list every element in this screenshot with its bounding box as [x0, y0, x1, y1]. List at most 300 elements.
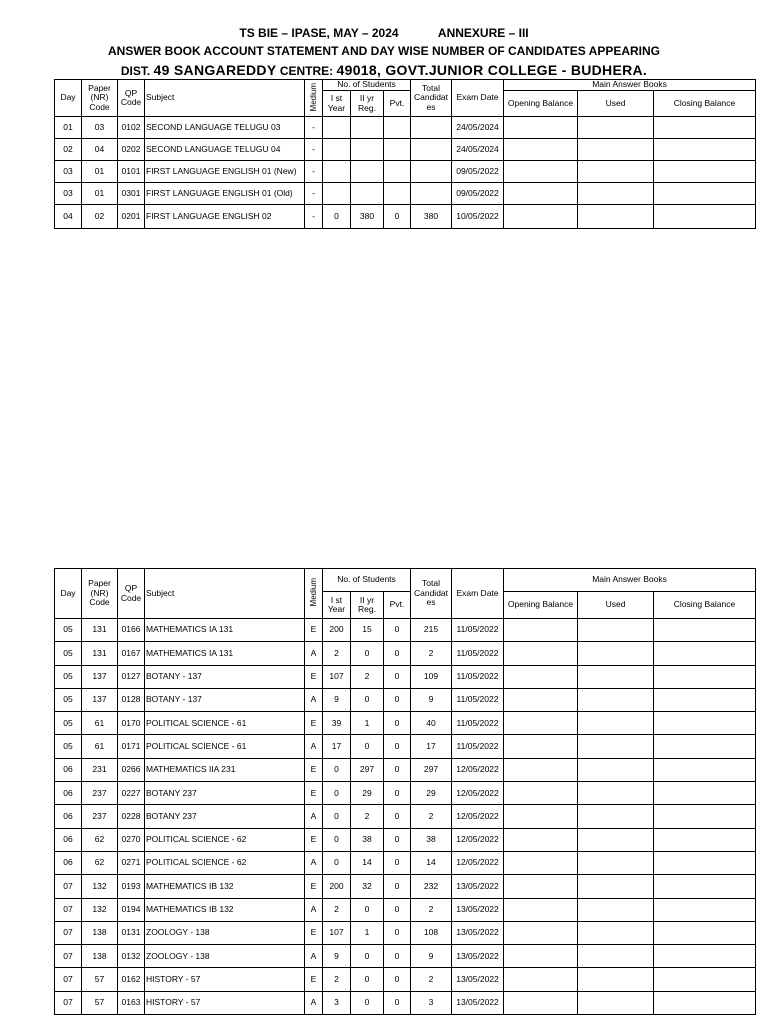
cell-paper-code: 01 [82, 183, 118, 205]
cell-first-year: 200 [323, 875, 351, 898]
cell-closing [654, 782, 756, 805]
cell-qp-code: 0171 [118, 735, 145, 758]
cell-second-year [351, 139, 384, 161]
cell-medium: A [305, 688, 323, 711]
cell-pvt [384, 161, 411, 183]
col-exam-date: Exam Date [452, 569, 504, 619]
cell-closing [654, 619, 756, 642]
cell-pvt: 0 [384, 712, 411, 735]
cell-paper-code: 62 [82, 851, 118, 874]
cell-total: 2 [411, 805, 452, 828]
cell-exam-date: 13/05/2022 [452, 945, 504, 968]
answer-book-table-1 [54, 79, 756, 229]
col-used: Used [578, 592, 654, 619]
dist-label: DIST. [120, 64, 151, 78]
cell-closing [654, 735, 756, 758]
cell-second-year: 0 [351, 991, 384, 1014]
cell-first-year: 9 [323, 945, 351, 968]
cell-total: 3 [411, 991, 452, 1014]
cell-second-year: 32 [351, 875, 384, 898]
table-row [55, 782, 756, 805]
cell-day: 04 [55, 205, 82, 229]
cell-first-year: 2 [323, 898, 351, 921]
cell-paper-code: 02 [82, 205, 118, 229]
cell-medium: E [305, 782, 323, 805]
col-second-year: II yr Reg. [351, 91, 384, 117]
cell-used [578, 828, 654, 851]
cell-pvt: 0 [384, 828, 411, 851]
cell-total [411, 183, 452, 205]
dist-value: 49 SANGAREDDY [153, 62, 277, 78]
cell-day: 06 [55, 828, 82, 851]
cell-medium: E [305, 828, 323, 851]
cell-pvt: 0 [384, 642, 411, 665]
table-row [55, 183, 756, 205]
cell-opening [504, 161, 578, 183]
cell-exam-date: 11/05/2022 [452, 688, 504, 711]
cell-exam-date: 09/05/2022 [452, 183, 504, 205]
cell-first-year: 0 [323, 758, 351, 781]
cell-closing [654, 875, 756, 898]
cell-paper-code: 131 [82, 619, 118, 642]
col-students-group: No. of Students [323, 80, 411, 91]
cell-opening [504, 968, 578, 991]
cell-used [578, 851, 654, 874]
cell-paper-code: 231 [82, 758, 118, 781]
cell-medium: A [305, 805, 323, 828]
cell-qp-code: 0170 [118, 712, 145, 735]
cell-total: 29 [411, 782, 452, 805]
cell-pvt: 0 [384, 688, 411, 711]
cell-pvt: 0 [384, 758, 411, 781]
col-opening: Opening Balance [504, 91, 578, 117]
cell-used [578, 898, 654, 921]
cell-second-year: 0 [351, 735, 384, 758]
cell-pvt: 0 [384, 782, 411, 805]
cell-pvt: 0 [384, 921, 411, 944]
cell-exam-date: 11/05/2022 [452, 712, 504, 735]
cell-paper-code: 137 [82, 688, 118, 711]
col-subject: Subject [145, 80, 305, 117]
cell-opening [504, 735, 578, 758]
col-closing: Closing Balance [654, 592, 756, 619]
cell-closing [654, 642, 756, 665]
cell-subject: MATHEMATICS IIA 231 [145, 758, 305, 781]
cell-total: 2 [411, 642, 452, 665]
cell-first-year: 0 [323, 205, 351, 229]
cell-day: 07 [55, 968, 82, 991]
cell-day: 07 [55, 991, 82, 1014]
col-subject: Subject [145, 569, 305, 619]
col-pvt: Pvt. [384, 91, 411, 117]
annexure-label: ANNEXURE – III [437, 26, 529, 40]
cell-used [578, 688, 654, 711]
cell-paper-code: 138 [82, 945, 118, 968]
cell-subject: SECOND LANGUAGE TELUGU 04 [145, 139, 305, 161]
cell-subject: HISTORY - 57 [145, 968, 305, 991]
cell-medium: A [305, 945, 323, 968]
cell-second-year: 1 [351, 921, 384, 944]
cell-total: 2 [411, 968, 452, 991]
cell-subject: POLITICAL SCIENCE - 62 [145, 828, 305, 851]
cell-closing [654, 805, 756, 828]
cell-exam-date: 12/05/2022 [452, 782, 504, 805]
col-total: Total Candidat es [411, 569, 452, 619]
cell-first-year: 39 [323, 712, 351, 735]
cell-second-year [351, 161, 384, 183]
cell-exam-date: 13/05/2022 [452, 898, 504, 921]
cell-opening [504, 758, 578, 781]
cell-medium: A [305, 642, 323, 665]
cell-total [411, 161, 452, 183]
cell-paper-code: 138 [82, 921, 118, 944]
cell-first-year: 0 [323, 805, 351, 828]
cell-closing [654, 183, 756, 205]
cell-day: 07 [55, 875, 82, 898]
cell-paper-code: 04 [82, 139, 118, 161]
cell-qp-code: 0201 [118, 205, 145, 229]
cell-qp-code: 0228 [118, 805, 145, 828]
cell-second-year: 0 [351, 945, 384, 968]
table-row [55, 735, 756, 758]
cell-used [578, 665, 654, 688]
cell-opening [504, 183, 578, 205]
cell-subject: SECOND LANGUAGE TELUGU 03 [145, 117, 305, 139]
cell-second-year: 0 [351, 688, 384, 711]
cell-day: 05 [55, 688, 82, 711]
cell-first-year: 9 [323, 688, 351, 711]
cell-qp-code: 0202 [118, 139, 145, 161]
cell-day: 05 [55, 642, 82, 665]
cell-day: 06 [55, 805, 82, 828]
cell-second-year: 2 [351, 805, 384, 828]
cell-pvt: 0 [384, 665, 411, 688]
cell-second-year: 297 [351, 758, 384, 781]
cell-exam-date: 11/05/2022 [452, 619, 504, 642]
cell-subject: POLITICAL SCIENCE - 62 [145, 851, 305, 874]
cell-medium: A [305, 991, 323, 1014]
col-pvt: Pvt. [384, 592, 411, 619]
cell-exam-date: 11/05/2022 [452, 735, 504, 758]
table-row [55, 688, 756, 711]
cell-exam-date: 13/05/2022 [452, 968, 504, 991]
cell-medium: - [305, 139, 323, 161]
cell-opening [504, 782, 578, 805]
cell-medium: E [305, 619, 323, 642]
table-row [55, 619, 756, 642]
cell-second-year: 14 [351, 851, 384, 874]
cell-exam-date: 10/05/2022 [452, 205, 504, 229]
cell-used [578, 782, 654, 805]
col-first-year: I st Year [323, 91, 351, 117]
cell-paper-code: 132 [82, 898, 118, 921]
cell-used [578, 735, 654, 758]
cell-exam-date: 12/05/2022 [452, 851, 504, 874]
table-row [55, 991, 756, 1014]
cell-opening [504, 619, 578, 642]
cell-subject: POLITICAL SCIENCE - 61 [145, 712, 305, 735]
cell-second-year: 1 [351, 712, 384, 735]
table-row [55, 117, 756, 139]
cell-second-year: 38 [351, 828, 384, 851]
cell-paper-code: 01 [82, 161, 118, 183]
cell-paper-code: 61 [82, 712, 118, 735]
cell-subject: MATHEMATICS IB 132 [145, 875, 305, 898]
table-row [55, 642, 756, 665]
cell-first-year [323, 183, 351, 205]
cell-first-year [323, 161, 351, 183]
cell-exam-date: 24/05/2024 [452, 117, 504, 139]
cell-first-year: 107 [323, 921, 351, 944]
cell-qp-code: 0193 [118, 875, 145, 898]
table-row [55, 851, 756, 874]
cell-closing [654, 117, 756, 139]
cell-second-year: 2 [351, 665, 384, 688]
cell-qp-code: 0102 [118, 117, 145, 139]
cell-used [578, 117, 654, 139]
cell-exam-date: 11/05/2022 [452, 665, 504, 688]
table-row [55, 139, 756, 161]
cell-medium: - [305, 161, 323, 183]
table-row [55, 945, 756, 968]
cell-medium: E [305, 968, 323, 991]
cell-second-year: 380 [351, 205, 384, 229]
cell-exam-date: 13/05/2022 [452, 991, 504, 1014]
cell-qp-code: 0162 [118, 968, 145, 991]
cell-subject: MATHEMATICS IB 132 [145, 898, 305, 921]
cell-qp-code: 0194 [118, 898, 145, 921]
cell-day: 01 [55, 117, 82, 139]
col-medium-label: Medium [308, 82, 318, 112]
cell-pvt: 0 [384, 619, 411, 642]
cell-subject: ZOOLOGY - 138 [145, 921, 305, 944]
cell-exam-date: 24/05/2024 [452, 139, 504, 161]
cell-qp-code: 0128 [118, 688, 145, 711]
cell-day: 06 [55, 782, 82, 805]
cell-closing [654, 139, 756, 161]
cell-day: 07 [55, 945, 82, 968]
cell-total: 9 [411, 688, 452, 711]
cell-first-year: 0 [323, 851, 351, 874]
cell-opening [504, 205, 578, 229]
table-row [55, 161, 756, 183]
cell-total [411, 117, 452, 139]
cell-paper-code: 57 [82, 991, 118, 1014]
cell-closing [654, 828, 756, 851]
col-day: Day [55, 569, 82, 619]
cell-pvt [384, 139, 411, 161]
cell-used [578, 991, 654, 1014]
cell-second-year: 0 [351, 898, 384, 921]
cell-exam-date: 11/05/2022 [452, 642, 504, 665]
cell-closing [654, 161, 756, 183]
cell-qp-code: 0301 [118, 183, 145, 205]
cell-total: 14 [411, 851, 452, 874]
cell-paper-code: 03 [82, 117, 118, 139]
cell-exam-date: 12/05/2022 [452, 828, 504, 851]
cell-subject: HISTORY - 57 [145, 991, 305, 1014]
cell-day: 05 [55, 712, 82, 735]
col-exam-date: Exam Date [452, 80, 504, 117]
statement-title: ANSWER BOOK ACCOUNT STATEMENT AND DAY WISE NUMBER OF CANDIDATES APPEARING [107, 44, 660, 58]
cell-closing [654, 205, 756, 229]
cell-day: 02 [55, 139, 82, 161]
col-paper-code: Paper (NR) Code [82, 80, 118, 117]
cell-medium: E [305, 665, 323, 688]
cell-total: 297 [411, 758, 452, 781]
cell-second-year: 15 [351, 619, 384, 642]
cell-paper-code: 237 [82, 805, 118, 828]
exam-title: TS BIE – IPASE, MAY – 2024 [239, 26, 399, 40]
cell-closing [654, 758, 756, 781]
cell-opening [504, 665, 578, 688]
cell-used [578, 921, 654, 944]
cell-medium: - [305, 205, 323, 229]
col-first-year: I st Year [323, 592, 351, 619]
table-row [55, 758, 756, 781]
cell-exam-date: 09/05/2022 [452, 161, 504, 183]
cell-pvt: 0 [384, 805, 411, 828]
cell-closing [654, 688, 756, 711]
cell-subject: MATHEMATICS IA 131 [145, 619, 305, 642]
cell-used [578, 619, 654, 642]
cell-paper-code: 137 [82, 665, 118, 688]
cell-first-year: 3 [323, 991, 351, 1014]
cell-qp-code: 0131 [118, 921, 145, 944]
cell-used [578, 805, 654, 828]
cell-pvt: 0 [384, 735, 411, 758]
cell-paper-code: 57 [82, 968, 118, 991]
cell-medium: E [305, 921, 323, 944]
cell-first-year: 107 [323, 665, 351, 688]
table-row [55, 898, 756, 921]
cell-opening [504, 712, 578, 735]
cell-pvt: 0 [384, 968, 411, 991]
table-row [55, 968, 756, 991]
cell-second-year [351, 183, 384, 205]
table-row [55, 805, 756, 828]
cell-closing [654, 712, 756, 735]
cell-used [578, 712, 654, 735]
col-medium [305, 80, 323, 117]
cell-qp-code: 0166 [118, 619, 145, 642]
cell-paper-code: 237 [82, 782, 118, 805]
cell-medium: E [305, 712, 323, 735]
cell-qp-code: 0132 [118, 945, 145, 968]
col-qp-code: QP Code [118, 569, 145, 619]
cell-total: 9 [411, 945, 452, 968]
table-row [55, 712, 756, 735]
cell-pvt [384, 117, 411, 139]
cell-day: 05 [55, 619, 82, 642]
cell-total [411, 139, 452, 161]
cell-exam-date: 12/05/2022 [452, 805, 504, 828]
cell-closing [654, 991, 756, 1014]
cell-day: 03 [55, 183, 82, 205]
header-line-1 [0, 26, 768, 40]
cell-paper-code: 61 [82, 735, 118, 758]
cell-total: 38 [411, 828, 452, 851]
cell-first-year: 17 [323, 735, 351, 758]
cell-second-year: 29 [351, 782, 384, 805]
cell-used [578, 205, 654, 229]
cell-total: 215 [411, 619, 452, 642]
cell-subject: BOTANY - 137 [145, 665, 305, 688]
cell-paper-code: 132 [82, 875, 118, 898]
cell-qp-code: 0227 [118, 782, 145, 805]
cell-first-year: 2 [323, 968, 351, 991]
cell-opening [504, 828, 578, 851]
cell-qp-code: 0163 [118, 991, 145, 1014]
cell-medium: - [305, 117, 323, 139]
cell-opening [504, 805, 578, 828]
cell-used [578, 642, 654, 665]
cell-first-year: 0 [323, 782, 351, 805]
table-row [55, 875, 756, 898]
col-medium-label: Medium [308, 578, 318, 607]
col-closing: Closing Balance [654, 91, 756, 117]
cell-used [578, 945, 654, 968]
cell-qp-code: 0101 [118, 161, 145, 183]
cell-opening [504, 921, 578, 944]
cell-exam-date: 13/05/2022 [452, 921, 504, 944]
cell-medium: E [305, 758, 323, 781]
col-used: Used [578, 91, 654, 117]
cell-opening [504, 875, 578, 898]
cell-pvt: 0 [384, 205, 411, 229]
cell-used [578, 875, 654, 898]
cell-used [578, 758, 654, 781]
cell-used [578, 183, 654, 205]
cell-used [578, 139, 654, 161]
cell-second-year [351, 117, 384, 139]
table-row [55, 205, 756, 229]
cell-total: 17 [411, 735, 452, 758]
cell-first-year: 2 [323, 642, 351, 665]
cell-qp-code: 0127 [118, 665, 145, 688]
cell-subject: MATHEMATICS IA 131 [145, 642, 305, 665]
col-students-group: No. of Students [323, 569, 411, 592]
centre-value: 49018, GOVT.JUNIOR COLLEGE - BUDHERA. [336, 62, 648, 78]
cell-closing [654, 921, 756, 944]
cell-closing [654, 968, 756, 991]
cell-qp-code: 0271 [118, 851, 145, 874]
cell-opening [504, 898, 578, 921]
cell-total: 380 [411, 205, 452, 229]
cell-day: 05 [55, 665, 82, 688]
cell-total: 109 [411, 665, 452, 688]
cell-pvt: 0 [384, 898, 411, 921]
cell-first-year [323, 139, 351, 161]
cell-opening [504, 991, 578, 1014]
table-row [55, 921, 756, 944]
cell-pvt: 0 [384, 991, 411, 1014]
cell-subject: BOTANY 237 [145, 805, 305, 828]
cell-total: 108 [411, 921, 452, 944]
cell-opening [504, 117, 578, 139]
cell-total: 2 [411, 898, 452, 921]
cell-second-year: 0 [351, 642, 384, 665]
cell-day: 03 [55, 161, 82, 183]
cell-opening [504, 688, 578, 711]
cell-subject: FIRST LANGUAGE ENGLISH 01 (Old) [145, 183, 305, 205]
cell-day: 06 [55, 851, 82, 874]
cell-subject: FIRST LANGUAGE ENGLISH 01 (New) [145, 161, 305, 183]
answer-book-table-2 [54, 568, 756, 1015]
cell-pvt: 0 [384, 945, 411, 968]
cell-medium: A [305, 898, 323, 921]
cell-pvt: 0 [384, 875, 411, 898]
